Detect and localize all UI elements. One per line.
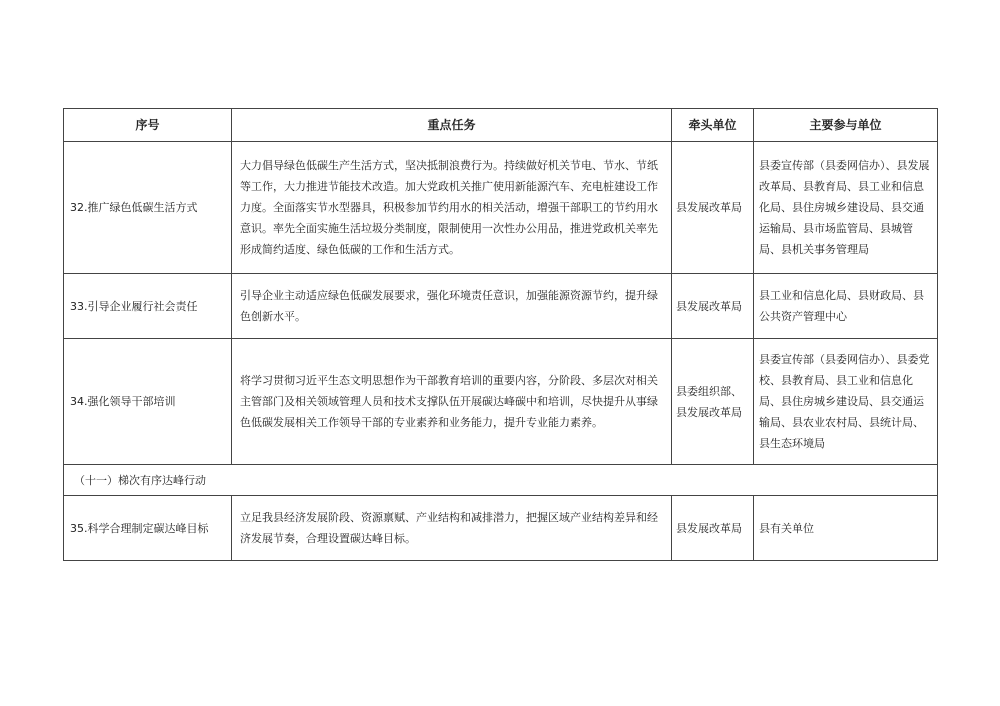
table-row — [64, 142, 938, 274]
lead-unit-name: 县委组织部、 — [676, 384, 742, 398]
task-description: 将学习贯彻习近平生态文明思想作为干部教育培训的重要内容，分阶段、多层次对相关主管部门及相关领域管理人员和技术支撑队伍开展碳达峰碳中和培训，尽快提升从事绿色低碳发展相关工作领导干部的专业素养和业务能力，提升专业能力素养。 — [232, 339, 672, 465]
task-description: 大力倡导绿色低碳生产生活方式，坚决抵制浪费行为。持续做好机关节电、节水、节纸等工作，大力推进节能技术改造。加大党政机关推广使用新能源汽车、充电桩建设工作力度。全面落实节水型器具，积极参加节约用水的相关活动，增强干部职工的节约用水意识。率先全面实施生活垃圾分类制度，限制使用一次性办公用品，推进党政机关率先形成简约适度、绿色低碳的工作和生活方式。 — [232, 142, 672, 274]
lead-unit-name: 县发展改革局 — [676, 299, 742, 313]
lead-unit — [672, 274, 754, 339]
lead-unit — [672, 496, 754, 561]
lead-unit-name: 县发展改革局 — [676, 405, 742, 419]
lead-unit — [672, 339, 754, 465]
lead-unit-name: 县发展改革局 — [676, 201, 742, 214]
table-header-row — [64, 109, 938, 142]
participant-units: 县委宣传部（县委网信办）、县发展改革局、县教育局、县工业和信息化局、县住房城乡建设局、县交通运输局、县市场监管局、县城管局、县机关事务管理局 — [754, 142, 938, 274]
header-task: 重点任务 — [232, 109, 672, 142]
item-title: 33.引导企业履行社会责任 — [64, 274, 232, 339]
section-row — [64, 465, 938, 496]
lead-unit-name: 县发展改革局 — [676, 521, 742, 535]
table-row — [64, 496, 938, 561]
task-description: 立足我县经济发展阶段、资源禀赋、产业结构和减排潜力，把握区域产业结构差异和经济发展节奏，合理设置碳达峰目标。 — [232, 496, 672, 561]
header-index: 序号 — [64, 109, 232, 142]
header-lead-unit: 牵头单位 — [672, 109, 754, 142]
item-title: 34.强化领导干部培训 — [64, 339, 232, 465]
key-tasks-table — [63, 108, 938, 561]
item-title: 35.科学合理制定碳达峰目标 — [64, 496, 232, 561]
lead-unit — [672, 142, 754, 274]
section-heading: （十一）梯次有序达峰行动 — [64, 465, 938, 496]
table-row — [64, 339, 938, 465]
item-title: 32.推广绿色低碳生活方式 — [64, 142, 232, 274]
table-row — [64, 274, 938, 339]
participant-units: 县委宣传部（县委网信办）、县委党校、县教育局、县工业和信息化局、县住房城乡建设局、县交通运输局、县农业农村局、县统计局、县生态环境局 — [754, 339, 938, 465]
task-description: 引导企业主动适应绿色低碳发展要求，强化环境责任意识，加强能源资源节约，提升绿色创新水平。 — [232, 274, 672, 339]
participant-units: 县工业和信息化局、县财政局、县公共资产管理中心 — [754, 274, 938, 339]
participant-units: 县有关单位 — [754, 496, 938, 561]
header-participants: 主要参与单位 — [754, 109, 938, 142]
